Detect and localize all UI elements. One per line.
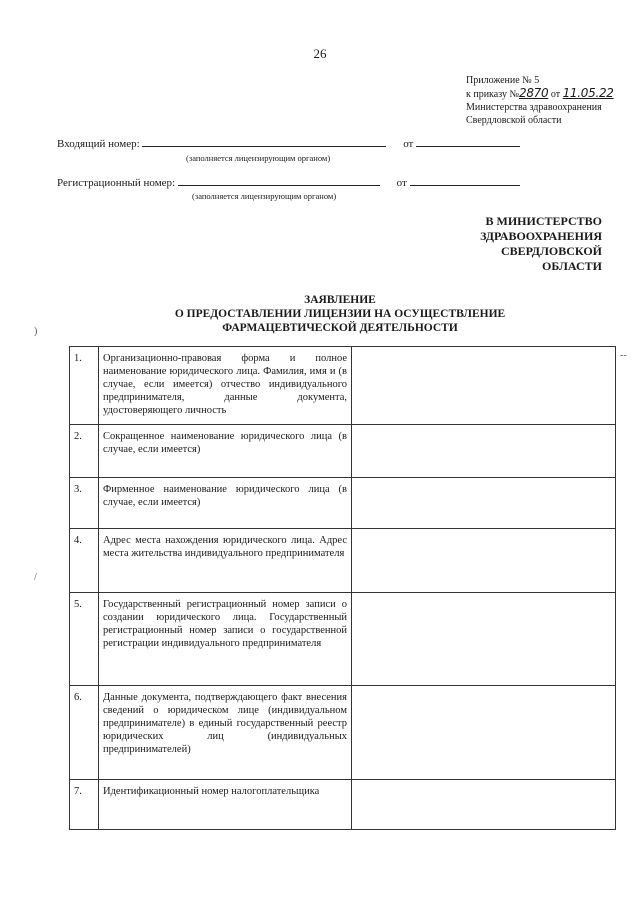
scan-artifact-mark: ) — [34, 326, 38, 337]
row-value-field[interactable] — [352, 593, 616, 686]
title-line: ФАРМАЦЕВТИЧЕСКОЙ ДЕЯТЕЛЬНОСТИ — [222, 322, 458, 334]
table-row — [70, 780, 616, 830]
appendix-block — [466, 74, 638, 127]
table-row — [70, 425, 616, 478]
row-value-field[interactable] — [352, 686, 616, 780]
table-row — [70, 529, 616, 593]
row-value-field[interactable] — [352, 529, 616, 593]
row-value-field[interactable] — [352, 347, 616, 425]
table-row — [70, 593, 616, 686]
appendix-order-prefix: к приказу № — [466, 89, 519, 100]
appendix-line-3: Министерства здравоохранения — [466, 102, 602, 113]
document-title — [0, 293, 640, 335]
scan-artifact-mark: -- — [620, 350, 627, 361]
row-number: 4. — [70, 529, 99, 593]
incoming-number-line — [57, 136, 520, 150]
registration-number-field[interactable] — [178, 175, 380, 186]
table-row — [70, 478, 616, 529]
registration-hint: (заполняется лицензирующим органом) — [192, 191, 337, 201]
row-number: 7. — [70, 780, 99, 830]
addressee-line: СВЕРДЛОВСКОЙ — [501, 244, 602, 258]
row-label: Государственный регистрационный номер записи о создании юридического лица. Государственный регистрационный номер записи о государственной регистрации индивидуального предпринимателя — [99, 593, 352, 686]
row-value-field[interactable] — [352, 425, 616, 478]
row-label: Адрес места нахождения юридического лица. Адрес места жительства индивидуального предпринимателя — [99, 529, 352, 593]
appendix-line-4: Свердловской области — [466, 115, 562, 126]
addressee-line: ЗДРАВООХРАНЕНИЯ — [480, 229, 602, 243]
incoming-number-field[interactable] — [142, 136, 386, 147]
appendix-line-2 — [466, 87, 638, 101]
order-number: 2870 — [519, 86, 549, 100]
row-number: 3. — [70, 478, 99, 529]
row-number: 5. — [70, 593, 99, 686]
registration-number-line — [57, 175, 520, 189]
row-value-field[interactable] — [352, 478, 616, 529]
title-line: ЗАЯВЛЕНИЕ — [304, 294, 376, 306]
addressee-line: В МИНИСТЕРСТВО — [485, 214, 602, 228]
incoming-date-field[interactable] — [416, 136, 520, 147]
incoming-number-label: Входящий номер: — [57, 138, 140, 150]
title-line: О ПРЕДОСТАВЛЕНИИ ЛИЦЕНЗИИ НА ОСУЩЕСТВЛЕНИЕ — [174, 308, 506, 320]
appendix-order-from: от — [550, 89, 561, 100]
appendix-line-1: Приложение № 5 — [466, 75, 540, 86]
row-value-field[interactable] — [352, 780, 616, 830]
table-row — [70, 347, 616, 425]
row-label: Фирменное наименование юридического лица (в случае, если имеется) — [99, 478, 352, 529]
row-label: Организационно-правовая форма и полное наименование юридического лица. Фамилия, имя и (в случае, если имеется) отчество индивидуального предпринимателя, данные документа, удостоверяющего личность — [99, 347, 352, 425]
row-number: 2. — [70, 425, 99, 478]
registration-date-label: от — [396, 177, 407, 189]
order-date: 11.05.22 — [562, 86, 614, 100]
addressee-line: ОБЛАСТИ — [542, 259, 602, 273]
addressee — [480, 214, 602, 274]
incoming-hint: (заполняется лицензирующим органом) — [186, 153, 331, 163]
row-number: 6. — [70, 686, 99, 780]
row-label: Сокращенное наименование юридического лица (в случае, если имеется) — [99, 425, 352, 478]
registration-number-label: Регистрационный номер: — [57, 177, 176, 189]
row-number: 1. — [70, 347, 99, 425]
registration-date-field[interactable] — [410, 175, 520, 186]
row-label: Идентификационный номер налогоплательщика — [99, 780, 352, 830]
scan-artifact-mark: / — [34, 572, 37, 583]
application-table — [69, 346, 616, 830]
table-row — [70, 686, 616, 780]
incoming-date-label: от — [403, 138, 414, 150]
row-label: Данные документа, подтверждающего факт внесения сведений о юридическом лице (индивидуальном предпринимателе) в единый государственный реестр юридических лиц (индивидуальных предпринимателей) — [99, 686, 352, 780]
page-number: 26 — [313, 46, 327, 61]
